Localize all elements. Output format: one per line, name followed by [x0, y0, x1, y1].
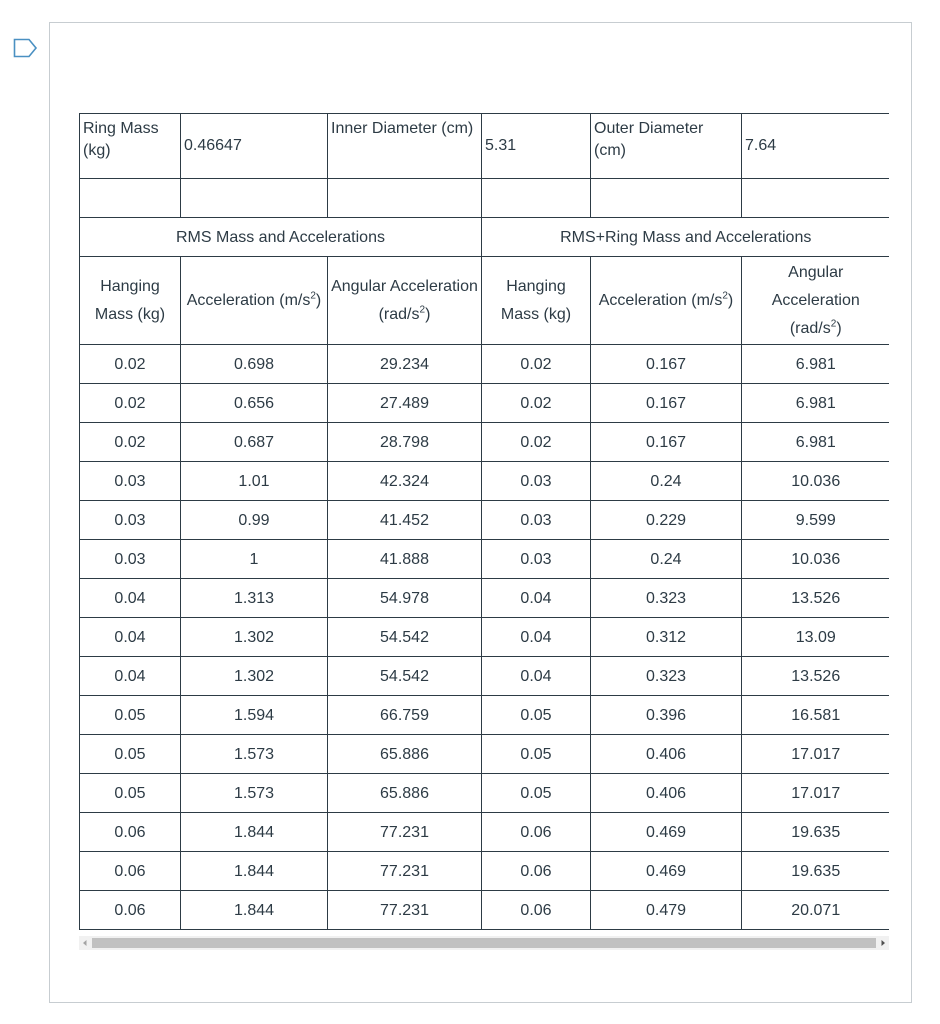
horizontal-scrollbar[interactable] — [79, 936, 889, 950]
ring-angular-acceleration-cell: 13.526 — [742, 579, 890, 618]
ring-mass-value: 0.46647 — [181, 114, 328, 179]
arrow-right-icon[interactable] — [877, 936, 889, 950]
table-row — [80, 540, 890, 579]
table-row — [80, 345, 890, 384]
ring-hanging-mass-cell: 0.04 — [482, 618, 591, 657]
hanging-mass-cell: 0.06 — [80, 852, 181, 891]
hanging-mass-cell: 0.03 — [80, 501, 181, 540]
ring-hanging-mass-cell: 0.02 — [482, 384, 591, 423]
header-angular-acceleration: Angular Acceleration $(rad/s^2)$ — [328, 257, 482, 345]
data-table-container — [79, 113, 889, 930]
outer-diameter-label: Outer Diameter (cm) — [591, 114, 742, 179]
inner-diameter-value: 5.31 — [482, 114, 591, 179]
ring-angular-acceleration-cell: 6.981 — [742, 345, 890, 384]
acceleration-cell: 0.698 — [181, 345, 328, 384]
hanging-mass-cell: 0.04 — [80, 657, 181, 696]
outer-diameter-value: 7.64 — [742, 114, 890, 179]
data-table — [79, 113, 889, 930]
blank-cell — [591, 179, 742, 218]
acceleration-cell: 1.594 — [181, 696, 328, 735]
angular-acceleration-cell: 41.888 — [328, 540, 482, 579]
table-row — [80, 813, 890, 852]
header-acceleration: Acceleration $(m/s^2)$ — [591, 257, 742, 345]
ring-hanging-mass-cell: 0.06 — [482, 852, 591, 891]
acceleration-cell: 1.844 — [181, 852, 328, 891]
angular-acceleration-cell: 54.978 — [328, 579, 482, 618]
blank-cell — [742, 179, 890, 218]
angular-acceleration-cell: 77.231 — [328, 891, 482, 930]
hanging-mass-cell: 0.04 — [80, 579, 181, 618]
angular-acceleration-cell: 41.452 — [328, 501, 482, 540]
ring-angular-acceleration-cell: 10.036 — [742, 540, 890, 579]
data-body — [80, 345, 890, 930]
angular-acceleration-cell: 28.798 — [328, 423, 482, 462]
ring-angular-acceleration-cell: 6.981 — [742, 423, 890, 462]
ring-angular-acceleration-cell: 9.599 — [742, 501, 890, 540]
ring-angular-acceleration-cell: 13.09 — [742, 618, 890, 657]
table-row — [80, 501, 890, 540]
table-row — [80, 735, 890, 774]
hanging-mass-cell: 0.02 — [80, 345, 181, 384]
table-row — [80, 774, 890, 813]
hanging-mass-cell: 0.06 — [80, 813, 181, 852]
ring-angular-acceleration-cell: 19.635 — [742, 852, 890, 891]
ring-hanging-mass-cell: 0.02 — [482, 345, 591, 384]
section-rms-ring: RMS+Ring Mass and Accelerations — [482, 218, 890, 257]
blank-row — [80, 179, 890, 218]
ring-acceleration-cell: 0.469 — [591, 852, 742, 891]
acceleration-cell: 1.302 — [181, 657, 328, 696]
ring-hanging-mass-cell: 0.03 — [482, 540, 591, 579]
table-row — [80, 384, 890, 423]
ring-acceleration-cell: 0.167 — [591, 384, 742, 423]
acceleration-cell: 1.573 — [181, 735, 328, 774]
hanging-mass-cell: 0.05 — [80, 735, 181, 774]
hanging-mass-cell: 0.06 — [80, 891, 181, 930]
header-hanging-mass: Hanging Mass (kg) — [482, 257, 591, 345]
header-hanging-mass: Hanging Mass (kg) — [80, 257, 181, 345]
angular-acceleration-cell: 42.324 — [328, 462, 482, 501]
ring-angular-acceleration-cell: 6.981 — [742, 384, 890, 423]
table-row — [80, 579, 890, 618]
blank-cell — [328, 179, 482, 218]
angular-acceleration-cell: 29.234 — [328, 345, 482, 384]
ring-acceleration-cell: 0.396 — [591, 696, 742, 735]
ring-hanging-mass-cell: 0.06 — [482, 891, 591, 930]
table-row — [80, 891, 890, 930]
acceleration-cell: 0.687 — [181, 423, 328, 462]
ring-hanging-mass-cell: 0.04 — [482, 657, 591, 696]
angular-acceleration-cell: 66.759 — [328, 696, 482, 735]
ring-acceleration-cell: 0.406 — [591, 774, 742, 813]
ring-acceleration-cell: 0.167 — [591, 423, 742, 462]
header-angular-acceleration: Angular Acceleration $(rad/s^2)$ — [742, 257, 890, 345]
hanging-mass-cell: 0.02 — [80, 384, 181, 423]
ring-hanging-mass-cell: 0.02 — [482, 423, 591, 462]
acceleration-cell: 1 — [181, 540, 328, 579]
angular-acceleration-cell: 77.231 — [328, 852, 482, 891]
acceleration-cell: 0.99 — [181, 501, 328, 540]
blank-cell — [80, 179, 181, 218]
ring-angular-acceleration-cell: 17.017 — [742, 735, 890, 774]
acceleration-cell: 1.313 — [181, 579, 328, 618]
hanging-mass-cell: 0.03 — [80, 540, 181, 579]
angular-acceleration-cell: 65.886 — [328, 735, 482, 774]
arrow-left-icon[interactable] — [79, 936, 91, 950]
info-row — [80, 114, 890, 179]
ring-hanging-mass-cell: 0.03 — [482, 462, 591, 501]
table-row — [80, 657, 890, 696]
scrollbar-thumb[interactable] — [92, 938, 876, 948]
acceleration-cell: 0.656 — [181, 384, 328, 423]
ring-angular-acceleration-cell: 10.036 — [742, 462, 890, 501]
ring-hanging-mass-cell: 0.03 — [482, 501, 591, 540]
table-row — [80, 618, 890, 657]
hanging-mass-cell: 0.02 — [80, 423, 181, 462]
acceleration-cell: 1.01 — [181, 462, 328, 501]
ring-acceleration-cell: 0.323 — [591, 579, 742, 618]
section-header-row — [80, 218, 890, 257]
acceleration-cell: 1.302 — [181, 618, 328, 657]
ring-acceleration-cell: 0.167 — [591, 345, 742, 384]
header-acceleration: Acceleration $(m/s^2)$ — [181, 257, 328, 345]
ring-hanging-mass-cell: 0.05 — [482, 696, 591, 735]
ring-acceleration-cell: 0.406 — [591, 735, 742, 774]
ring-acceleration-cell: 0.24 — [591, 462, 742, 501]
ring-hanging-mass-cell: 0.05 — [482, 735, 591, 774]
ring-acceleration-cell: 0.323 — [591, 657, 742, 696]
ring-acceleration-cell: 0.312 — [591, 618, 742, 657]
ring-acceleration-cell: 0.469 — [591, 813, 742, 852]
hanging-mass-cell: 0.04 — [80, 618, 181, 657]
hanging-mass-cell: 0.05 — [80, 696, 181, 735]
hanging-mass-cell: 0.03 — [80, 462, 181, 501]
ring-angular-acceleration-cell: 17.017 — [742, 774, 890, 813]
ring-acceleration-cell: 0.24 — [591, 540, 742, 579]
hanging-mass-cell: 0.05 — [80, 774, 181, 813]
flag-icon[interactable] — [13, 38, 39, 58]
ring-angular-acceleration-cell: 13.526 — [742, 657, 890, 696]
angular-acceleration-cell: 54.542 — [328, 618, 482, 657]
angular-acceleration-cell: 77.231 — [328, 813, 482, 852]
ring-angular-acceleration-cell: 16.581 — [742, 696, 890, 735]
section-rms: RMS Mass and Accelerations — [80, 218, 482, 257]
ring-hanging-mass-cell: 0.04 — [482, 579, 591, 618]
acceleration-cell: 1.844 — [181, 891, 328, 930]
ring-hanging-mass-cell: 0.05 — [482, 774, 591, 813]
ring-hanging-mass-cell: 0.06 — [482, 813, 591, 852]
blank-cell — [181, 179, 328, 218]
blank-cell — [482, 179, 591, 218]
inner-diameter-label: Inner Diameter (cm) — [328, 114, 482, 179]
column-header-row — [80, 257, 890, 345]
ring-angular-acceleration-cell: 20.071 — [742, 891, 890, 930]
acceleration-cell: 1.844 — [181, 813, 328, 852]
acceleration-cell: 1.573 — [181, 774, 328, 813]
table-row — [80, 423, 890, 462]
ring-angular-acceleration-cell: 19.635 — [742, 813, 890, 852]
ring-acceleration-cell: 0.229 — [591, 501, 742, 540]
table-row — [80, 852, 890, 891]
table-row — [80, 462, 890, 501]
table-row — [80, 696, 890, 735]
ring-mass-label: Ring Mass (kg) — [80, 114, 181, 179]
ring-acceleration-cell: 0.479 — [591, 891, 742, 930]
angular-acceleration-cell: 65.886 — [328, 774, 482, 813]
angular-acceleration-cell: 54.542 — [328, 657, 482, 696]
angular-acceleration-cell: 27.489 — [328, 384, 482, 423]
